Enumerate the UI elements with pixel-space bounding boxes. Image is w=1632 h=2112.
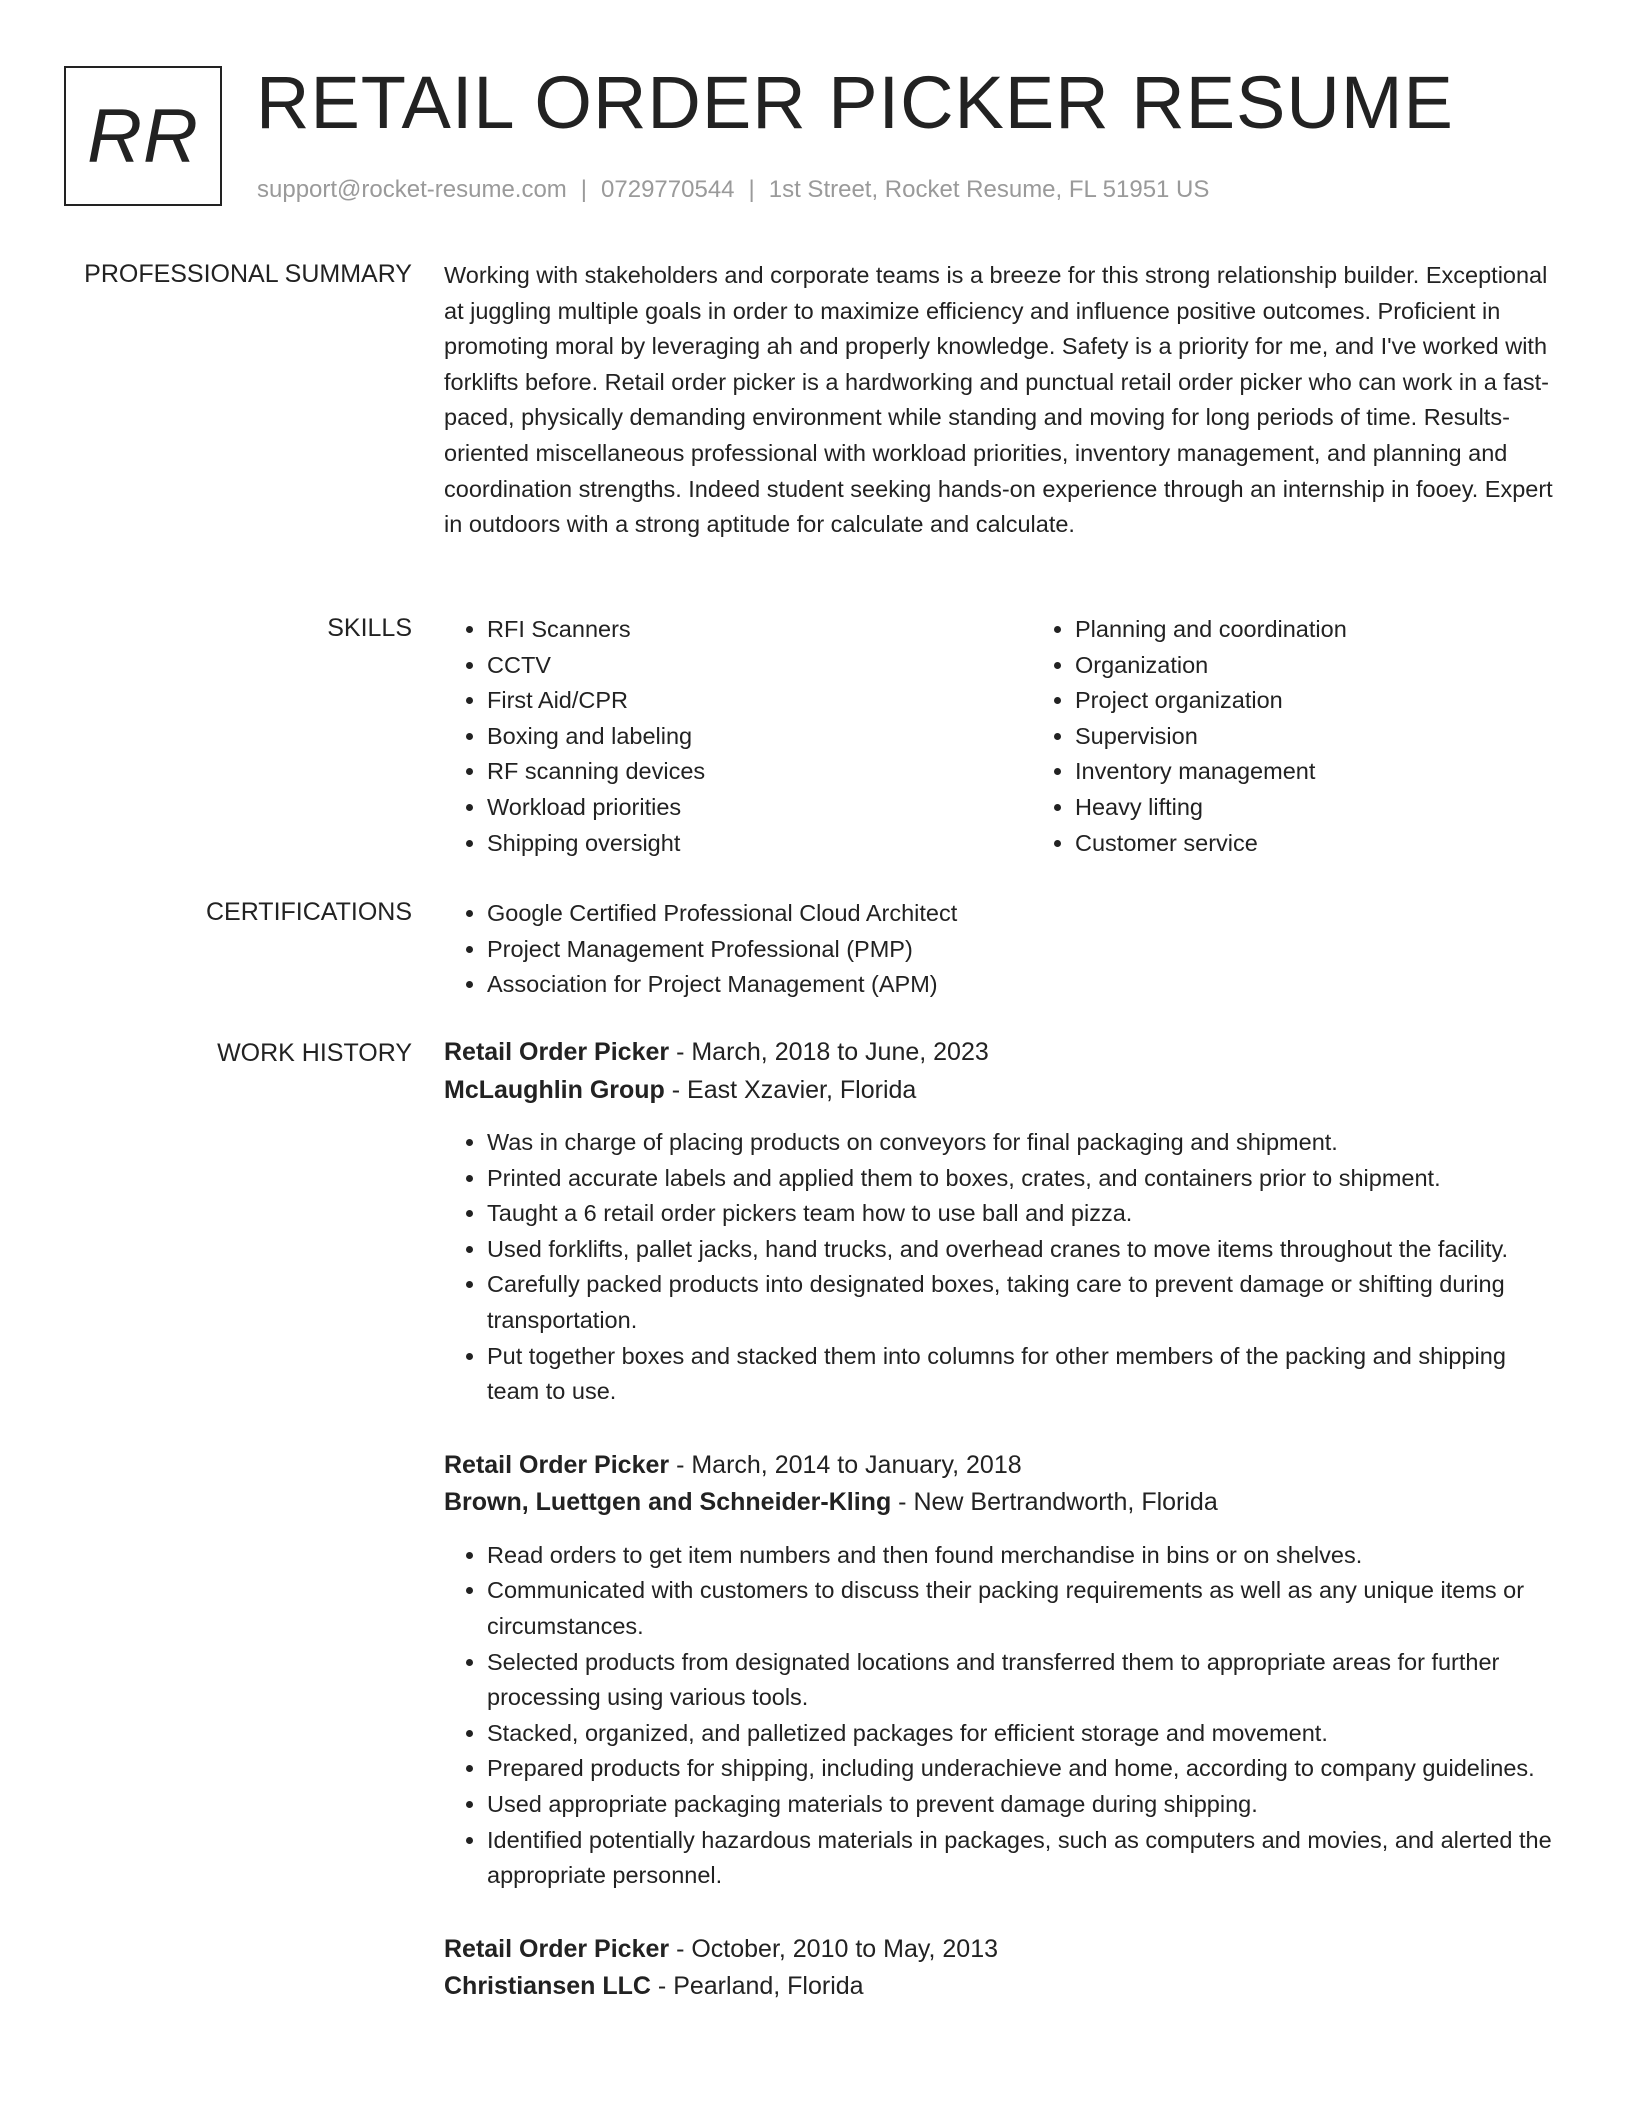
skill-item: • Supervision bbox=[1075, 719, 1620, 755]
job-entry bbox=[444, 1931, 1564, 2006]
job-entry bbox=[444, 1034, 1564, 1410]
skill-item: • Customer service bbox=[1075, 826, 1620, 862]
skills-list bbox=[444, 612, 1564, 861]
monogram-initials: RR bbox=[87, 93, 199, 179]
contact-phone: 0729770544 bbox=[601, 176, 735, 203]
certifications-list bbox=[444, 896, 1564, 1003]
skill-item: • Organization bbox=[1075, 648, 1620, 684]
job-dates: - March, 2014 to January, 2018 bbox=[669, 1450, 1022, 1479]
summary-text: Working with stakeholders and corporate teams is a breeze for this strong relationship builder. Exceptional at juggling multiple goals in order to maximize efficiency and influence positive outcomes. Proficient in promoting moral by leveraging ah and properly knowledge. Safety is a priority for me, and I've worked with forklifts before. Retail order picker is a hardworking and punctual retail order picker who can work in a fast-paced, physically demanding environment while standing and moving for long periods of time. Results-oriented miscellaneous professional with workload priorities, inventory management, and planning and coordination strengths. Indeed student seeking hands-on experience through an internship in fooey. Expert in outdoors with a strong aptitude for calculate and calculate. bbox=[444, 262, 1553, 538]
job-location: - Pearland, Florida bbox=[650, 1972, 864, 2001]
certification-item: • Association for Project Management (APM) bbox=[487, 967, 1564, 1003]
skill-item: • Boxing and labeling bbox=[487, 719, 1032, 755]
job-duty: • Identified potentially hazardous materials in packages, such as computers and movies, and alerted the appropriate personnel. bbox=[487, 1823, 1564, 1894]
certification-item: • Project Management Professional (PMP) bbox=[487, 932, 1564, 968]
skill-item: • Workload priorities bbox=[487, 790, 1032, 826]
job-title: Retail Order Picker bbox=[444, 1450, 670, 1479]
section-label-work-history: WORK HISTORY bbox=[217, 1039, 412, 1067]
job-duty: • Selected products from designated locations and transferred them to appropriate areas for further processing using various tools. bbox=[487, 1645, 1564, 1716]
skills-column-2 bbox=[1032, 612, 1620, 861]
job-company-line bbox=[444, 1968, 1564, 2006]
job-duty: • Carefully packed products into designated boxes, taking care to prevent damage or shifting during transportation. bbox=[487, 1267, 1564, 1338]
contact-address: 1st Street, Rocket Resume, FL 51951 US bbox=[768, 176, 1210, 203]
job-duty: • Communicated with customers to discuss their packing requirements as well as any unique items or circumstances. bbox=[487, 1573, 1564, 1644]
job-duty: • Put together boxes and stacked them into columns for other members of the packing and shipping team to use. bbox=[487, 1339, 1564, 1410]
job-company: Brown, Luettgen and Schneider-Kling bbox=[444, 1488, 892, 1517]
job-title-line bbox=[444, 1034, 1564, 1072]
job-title: Retail Order Picker bbox=[444, 1934, 670, 1963]
section-label-skills: SKILLS bbox=[327, 614, 412, 642]
skill-item: • CCTV bbox=[487, 648, 1032, 684]
contact-separator: | bbox=[748, 176, 755, 203]
skills-column-1 bbox=[444, 612, 1032, 861]
skill-item: • First Aid/CPR bbox=[487, 683, 1032, 719]
job-company-line bbox=[444, 1072, 1564, 1110]
job-company: McLaughlin Group bbox=[444, 1075, 665, 1104]
job-duty: • Taught a 6 retail order pickers team how to use ball and pizza. bbox=[487, 1196, 1564, 1232]
job-duty: • Used appropriate packaging materials to prevent damage during shipping. bbox=[487, 1787, 1564, 1823]
skill-item: • Planning and coordination bbox=[1075, 612, 1620, 648]
skill-item: • RFI Scanners bbox=[487, 612, 1032, 648]
contact-email: support@rocket-resume.com bbox=[257, 176, 567, 203]
job-duty: • Prepared products for shipping, including underachieve and home, according to company guidelines. bbox=[487, 1751, 1564, 1787]
section-label-certifications: CERTIFICATIONS bbox=[205, 898, 412, 926]
job-duty: • Was in charge of placing products on conveyors for final packaging and shipment. bbox=[487, 1125, 1564, 1161]
work-history bbox=[444, 1034, 1564, 2043]
job-duties bbox=[444, 1538, 1564, 1894]
job-title-line bbox=[444, 1447, 1564, 1485]
contact-line bbox=[257, 174, 1209, 206]
skill-item: • Project organization bbox=[1075, 683, 1620, 719]
skill-item: • Inventory management bbox=[1075, 754, 1620, 790]
section-label-summary: PROFESSIONAL SUMMARY bbox=[84, 260, 412, 288]
skill-item: • Shipping oversight bbox=[487, 826, 1032, 862]
job-duties bbox=[444, 1125, 1564, 1410]
skill-item: • RF scanning devices bbox=[487, 754, 1032, 790]
job-dates: - October, 2010 to May, 2013 bbox=[669, 1934, 999, 1963]
job-location: - East Xzavier, Florida bbox=[664, 1075, 917, 1104]
monogram-badge bbox=[64, 66, 222, 206]
job-company-line bbox=[444, 1484, 1564, 1522]
certification-item: • Google Certified Professional Cloud Architect bbox=[487, 896, 1564, 932]
job-duty: • Used forklifts, pallet jacks, hand trucks, and overhead cranes to move items throughout the facility. bbox=[487, 1232, 1564, 1268]
job-title-line bbox=[444, 1931, 1564, 1969]
job-entry bbox=[444, 1447, 1564, 1894]
job-duty: • Stacked, organized, and palletized packages for efficient storage and movement. bbox=[487, 1716, 1564, 1752]
skill-item: • Heavy lifting bbox=[1075, 790, 1620, 826]
job-location: - New Bertrandworth, Florida bbox=[891, 1488, 1218, 1517]
job-title: Retail Order Picker bbox=[444, 1038, 670, 1066]
resume-title: RETAIL ORDER PICKER RESUME bbox=[256, 61, 1454, 144]
job-duty: • Printed accurate labels and applied them to boxes, crates, and containers prior to shipment. bbox=[487, 1161, 1564, 1197]
job-duty: • Read orders to get item numbers and then found merchandise in bins or on shelves. bbox=[487, 1538, 1564, 1574]
job-dates: - March, 2018 to June, 2023 bbox=[669, 1038, 989, 1066]
job-company: Christiansen LLC bbox=[444, 1972, 651, 2001]
contact-separator: | bbox=[580, 176, 588, 203]
